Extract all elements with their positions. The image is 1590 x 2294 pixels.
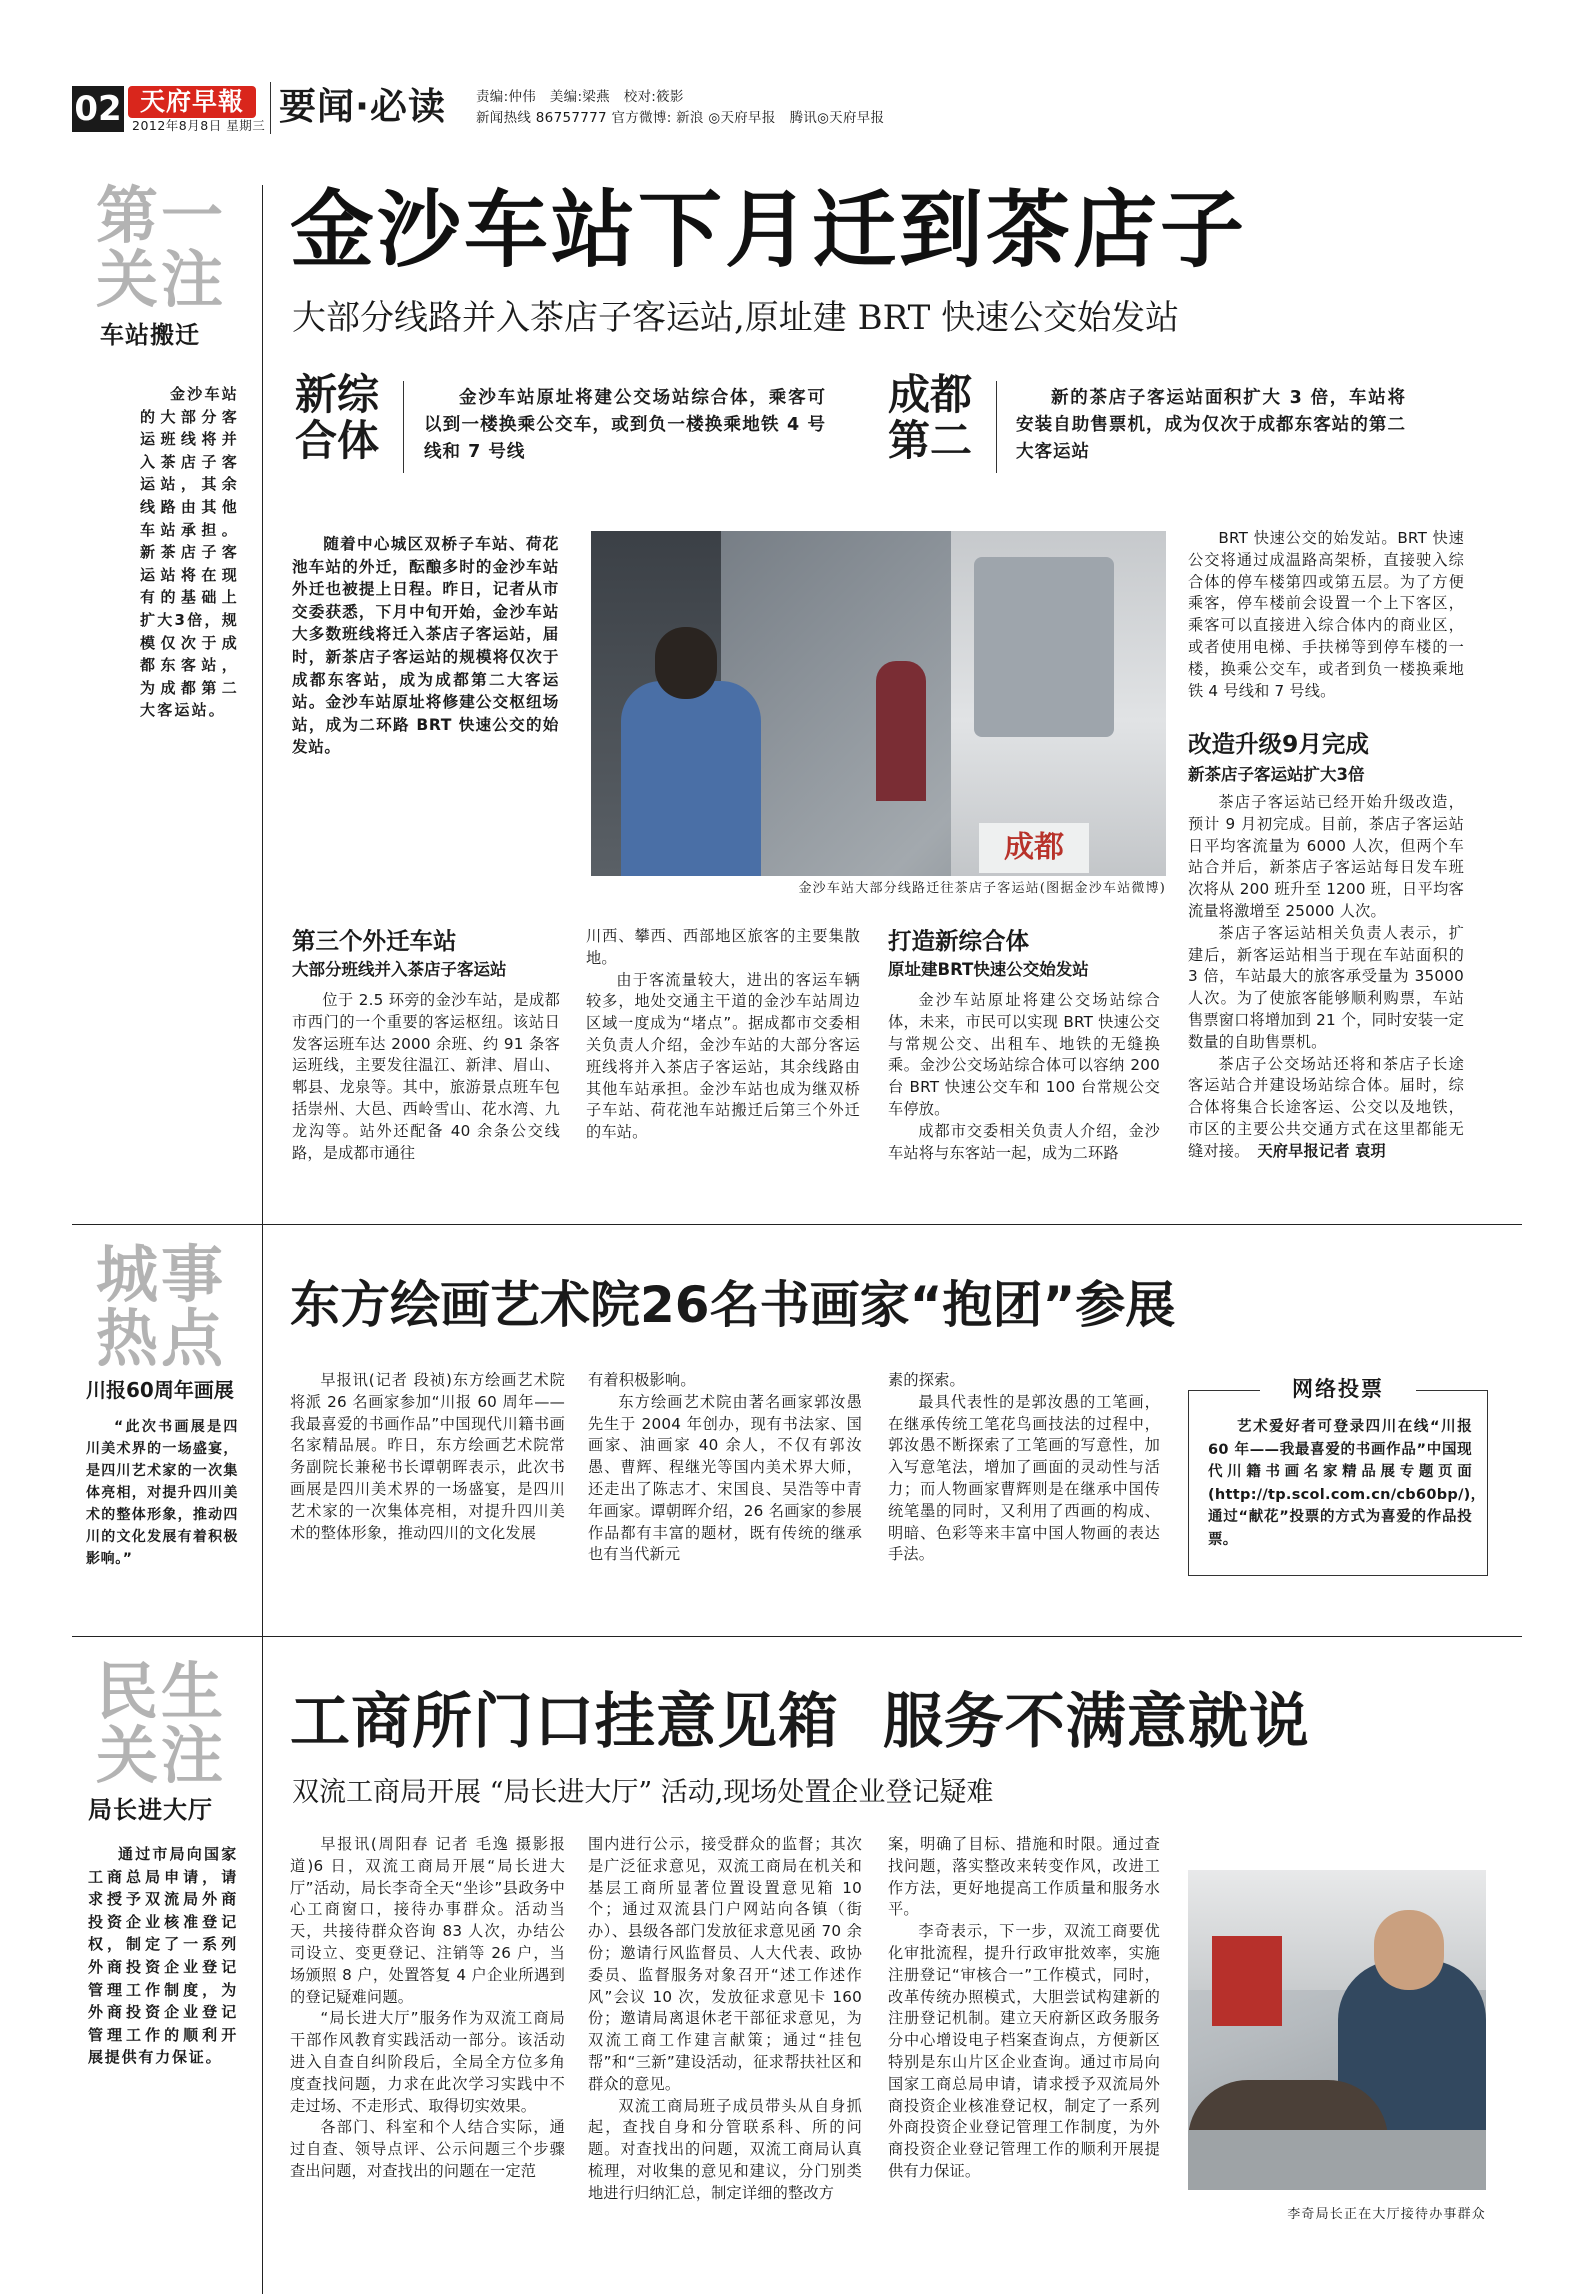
s2-c3-p0: 素的探索。	[888, 1371, 965, 1389]
weibo-icon: ◎	[708, 110, 721, 126]
section3-label-line1: 民生	[96, 1655, 227, 1728]
s2-c2-p1: 东方绘画艺术院由著名画家郭汝愚先生于 2004 年创办，现有书法家、国画家、油画家 40 余人，不仅有郭汝愚、曹辉、程继光等国内美术界大师，还走出了陈志才、宋国良、吴浩等中青年画家。谭朝晖介绍，26 名画家的参展作品都有丰富的题材，既有传统的继承也有当代新元	[588, 1392, 862, 1564]
box2-text	[1016, 385, 1406, 466]
section2-sidebar	[86, 1416, 238, 1570]
weibo-name-2: 天府早报	[829, 110, 885, 126]
box1-title	[295, 372, 379, 464]
box1-text-content: 金沙车站原址将建公交场站综合体，乘客可以到一楼换乘公交车，或到负一楼换乘地铁 4 号线和 7 号线	[424, 388, 826, 462]
photo-attendant	[876, 661, 926, 801]
right-subhead: 新茶店子客运站扩大3倍	[1188, 765, 1365, 784]
subheadline-3: 双流工商局开展 “局长进大厅” 活动,现场处置企业登记疑难	[292, 1777, 994, 1808]
s3-c3-p0: 案，明确了目标、措施和时限。通过查找问题，落实整改来转变作风，改进工作方法，更好地提高工作质量和服务水平。	[888, 1835, 1160, 1919]
hotline-text: 新闻热线 86757777 官方微博: 新浪	[476, 110, 704, 126]
s3-c1-p2: “局长进大厅”服务作为双流工商局干部作风教育实践活动一部分。该活动进入自查自纠阶段后，全局全方位多角度查找问题，力求在此次学习实践中不走过场、不走形式、取得切实效果。	[290, 2009, 565, 2115]
c1-head: 第三个外迁车站	[292, 927, 457, 955]
c1-paragraph: 位于 2.5 环旁的金沙车站，是成都市西门的一个重要的客运枢纽。该站日发客运班车达 2000 余班、约 91 条客运班线，主要发往温江、新津、眉山、郫县、龙泉等。其中，旅游景点班车包括崇州、大邑、西岭雪山、花水湾、九龙沟等。站外还配备 40 余条公交线路，是成都市通往	[292, 991, 560, 1162]
weibo-icon: ◎	[817, 110, 830, 126]
section-divider-1	[72, 1224, 1522, 1225]
section3-sidebar	[88, 1843, 238, 2069]
box1-title-line2: 合体	[295, 416, 380, 465]
section3-tag: 局长进大厅	[88, 1796, 213, 1824]
issue-date: 2012年8月8日 星期三	[132, 118, 266, 133]
headline-2: 东方绘画艺术院26名书画家“抱团”参展	[290, 1276, 1176, 1334]
vote-text	[1208, 1416, 1486, 1551]
s3-c2-p1: 双流工商局班子成员带头从自身抓起，查找自身和分管联系科、所的问题。对查找出的问题，双流工商局认真梳理，对收集的意见和建议，分门别类地进行归纳汇总，制定详细的整改方	[588, 2096, 862, 2202]
right-paragraph-3: 茶店子客运站相关负责人表示，扩建后，新客运站相当于现在车站面积的 3 倍，车站最大的旅客承受量为 35000 人次。为了使旅客能够顺利购票，车站售票窗口将增加到 21 个，同时安装一定数量的自助售票机。	[1188, 923, 1464, 1051]
section2-tag: 川报60周年画展	[86, 1378, 234, 1402]
right-column-1-text: BRT 快速公交的始发站。BRT 快速公交将通过成温路高架桥，直接驶入综合体的停车楼第四或第五层。为了方便乘客，停车楼前会设置一个上下客区，乘客可以直接进入综合体内的商业区，或者使用电梯、手扶梯等到停车楼的一楼，换乘公交车，或者到负一楼换乘地铁 4 号线和 7 号线。	[1188, 529, 1464, 700]
section2-sidebar-text: “此次书画展是四川美术界的一场盛宴，是四川艺术家的一次集体亮相，对提升四川美术的整体形象，推动四川的文化发展有着积极影响。”	[86, 1419, 238, 1567]
section1-tag: 车站搬迁	[100, 321, 200, 349]
box2-divider	[996, 381, 997, 473]
right-column-2	[1188, 792, 1464, 1163]
section2-label-line2: 热点	[96, 1302, 227, 1375]
bus-station-photo	[591, 531, 1166, 876]
box2-title	[888, 372, 972, 464]
section1-label	[96, 179, 246, 316]
photo-counter	[1188, 2130, 1486, 2190]
photo1-caption: 金沙车站大部分线路迁往茶店子客运站(图据金沙车站微博)	[798, 881, 1166, 896]
weibo-name-1: 天府早报	[720, 110, 776, 126]
right-paragraph-4-text: 茶店子公交场站还将和茶店子长途客运站合并建设场站综合体。届时，综合体将集合长途客运、公交以及地铁，市区的主要公共交通方式在这里都能无缝对接。	[1188, 1054, 1464, 1160]
left-rule	[262, 185, 263, 2294]
s3-c2-p0: 围内进行公示，接受群众的监督；其次是广泛征求意见，双流工商局在机关和基层工商所显著位置设置意见箱 10 个；通过双流县门户网站向各镇（街办）、县级各部门发放征求意见函 70 余份；邀请行风监督员、人大代表、政协委员、监督服务对象召开“述工作述作风”会议 10 次，发放征求意见卡 160 份；邀请局离退休老干部征求意见，为双流工商工作建言献策；通过“挂包帮”和“三新”建设活动，征求帮扶社区和群众的意见。	[588, 1835, 862, 2093]
vote-text-content: 艺术爱好者可登录四川在线“川报 60 年——我最喜爱的书画作品”中国现代川籍书画名家精品展专题页面(http://tp.scol.com.cn/cb60bp/)，通过“献花”投票的方式为喜爱的作品投票。	[1208, 1419, 1486, 1548]
photo-sign-text: 成都	[1004, 830, 1064, 865]
box2-text-content: 新的茶店子客运站面积扩大 3 倍，车站将安装自助售票机，成为仅次于成都东客站的第二大客运站	[1016, 388, 1406, 462]
subheadline-1: 大部分线路并入茶店子客运站,原址建 BRT 快速公交始发站	[292, 298, 1180, 338]
c1-subhead: 大部分班线并入茶店子客运站	[292, 960, 507, 979]
byline: 天府早报记者 袁玥	[1257, 1141, 1386, 1160]
s3-c1-p3: 各部门、科室和个人结合实际，通过自查、领导点评、公示问题三个步骤查出问题，对查找出的问题在一定范	[290, 2118, 565, 2180]
s3-c2	[588, 1834, 862, 2205]
section1-sidebar	[140, 383, 239, 722]
right-column-1	[1188, 528, 1464, 702]
headline-1: 金沙车站下月迁到茶店子	[290, 181, 1248, 279]
logo-text: 天府早報	[139, 87, 244, 116]
section-divider-2	[72, 1636, 1522, 1637]
c3-subhead: 原址建BRT快速公交始发站	[888, 960, 1089, 979]
c3-paragraph-1: 金沙车站原址将建公交场站综合体，未来，市民可以实现 BRT 快速公交与常规公交、出租车、地铁的无缝换乘。金沙公交场站综合体可以容纳 200 台 BRT 快速公交车和 100 台常规公交车停放。	[888, 991, 1160, 1118]
lead-text: 随着中心城区双桥子车站、荷花池车站的外迁，酝酿多时的金沙车站外迁也被提上日程。昨日，记者从市交委获悉，下月中旬开始，金沙车站大多数班线将迁入茶店子客运站，届时，新茶店子客运站的规模将仅次于成都东客站，成为成都第二大客运站。金沙车站原址将修建公交枢纽场站，成为二环路 BRT 快速公交的始发站。	[292, 535, 559, 757]
c3-head: 打造新综合体	[888, 927, 1029, 955]
c2-paragraph-0: 川西、攀西、西部地区旅客的主要集散地。	[586, 927, 860, 967]
photo-official-head	[1374, 1910, 1444, 1990]
box1-divider	[403, 381, 404, 473]
page-number: 02	[72, 86, 124, 132]
section-title: 要闻·必读	[279, 85, 447, 128]
photo3-caption: 李奇局长正在大厅接待办事群众	[1287, 2207, 1486, 2222]
s2-c2	[588, 1370, 862, 1566]
c3-body	[888, 990, 1160, 1164]
office-hall-photo	[1188, 1870, 1486, 2190]
right-paragraph-4	[1188, 1054, 1464, 1163]
hotline	[476, 109, 884, 128]
tencent-label: 腾讯	[789, 110, 818, 126]
c3-paragraph-2: 成都市交委相关负责人介绍，金沙车站将与东客站一起，成为二环路	[888, 1121, 1160, 1162]
photo-bus-window	[974, 557, 1114, 737]
s3-c3	[888, 1834, 1160, 2183]
section2-label-line1: 城事	[96, 1238, 227, 1311]
right-paragraph-2: 茶店子客运站已经开始升级改造，预计 9 月初完成。目前，茶店子客运站日平均客流量为 6000 人次，但两个车站合并后，新茶店子客运站每日发车班次将从 200 班升至 1200 班，日平均客流量将激增至 25000 人次。	[1188, 793, 1464, 920]
editors: 责编:仲伟 美编:梁燕 校对:筱影	[476, 89, 684, 105]
section3-label	[96, 1655, 246, 1792]
photo-sign-box	[979, 823, 1089, 873]
section1-label-line1: 第一	[96, 179, 227, 252]
lead-paragraph	[292, 533, 559, 759]
s3-c3-p1: 李奇表示，下一步，双流工商要优化审批流程，提升行政审批效率，实施注册登记“审核合一”工作模式，同时，改革传统办照模式，大胆尝试构建新的注册登记机制。建立天府新区政务服务分中心增设电子档案查询点，方便新区特别是东山片区企业查询。通过市局向国家工商总局申请，请求授予双流局外商投资企业核准登记权，制定了一系列外商投资企业登记管理工作制度，为外商投资企业登记管理工作的顺利开展提供有力保证。	[888, 1922, 1160, 2180]
box1-text	[424, 385, 826, 466]
s2-c3	[888, 1370, 1160, 1566]
box1-title-line1: 新综	[295, 370, 380, 419]
s2-c2-p0: 有着积极影响。	[588, 1371, 696, 1389]
photo-red-panel	[1212, 1936, 1282, 2026]
c1-body	[292, 990, 560, 1164]
c2-paragraph-1: 由于客流量较大，进出的客运车辆较多，地处交通主干道的金沙车站周边区域一度成为“堵点”。据成都市交委相关负责人介绍，金沙车站的大部分客运班线将并入茶店子客运站，其余线路由其他车站承担。金沙车站也成为继双桥子车站、荷花池车站搬迁后第三个外迁的车站。	[586, 970, 860, 1142]
vote-title: 网络投票	[1260, 1374, 1416, 1404]
section1-sidebar-text: 金沙车站的大部分客运班线将并入茶店子客运站，其余线路由其他车站承担。新茶店子客运站将在现有的基础上扩大3倍，规模仅次于成都东客站，为成都第二大客运站。	[140, 385, 239, 720]
logo	[128, 86, 256, 118]
s2-c1-text: 早报讯(记者 段祯)东方绘画艺术院将派 26 名画家参加“川报 60 周年——我最喜爱的书画作品”中国现代川籍书画名家精品展。昨日，东方绘画艺术院常务副院长兼秘书长谭朝晖表示，此次书画展是四川美术界的一场盛宴，是四川艺术家的一次集体亮相，对提升四川美术的整体形象，推动四川的文化发展	[290, 1371, 565, 1542]
headline-3: 工商所门口挂意见箱 服务不满意就说	[290, 1687, 1310, 1757]
c2-body	[586, 926, 860, 1144]
s2-c1	[290, 1370, 565, 1544]
section3-label-line2: 关注	[96, 1719, 227, 1792]
s2-c3-p1: 最具代表性的是郭汝愚的工笔画，在继承传统工笔花鸟画技法的过程中，郭汝愚不断探索了工笔画的写意性，加入写意笔法，增加了画面的灵动性与活力；而人物画家曹辉则是在继承中国传统笔墨的同时，又利用了西画的构成、明暗、色彩等来丰富中国人物画的表达手法。	[888, 1392, 1160, 1564]
s3-c1	[290, 1834, 565, 2183]
section3-sidebar-text: 通过市局向国家工商总局申请，请求授予双流局外商投资企业核准登记权，制定了一系列外商投资企业登记管理工作制度，为外商投资企业登记管理工作的顺利开展提供有力保证。	[88, 1845, 238, 2067]
photo-passenger-head	[655, 627, 717, 699]
section1-label-line2: 关注	[96, 243, 227, 316]
right-head: 改造升级9月完成	[1188, 730, 1369, 758]
section2-label	[96, 1238, 246, 1375]
s3-c1-p1: 早报讯(周阳春 记者 毛逸 摄影报道)6 日，双流工商局开展“局长进大厅”活动，局长李奇全天“坐诊”县政务中心工商窗口，接待办事群众。活动当天，共接待群众咨询 83 人次，办结公司设立、变更登记、注销等 26 户，当场颁照 8 户，处置答复 4 户企业所遇到的登记疑难问题。	[290, 1835, 565, 2006]
photo-passenger	[621, 681, 761, 876]
masthead-divider	[270, 82, 271, 134]
box2-title-line1: 成都	[888, 370, 973, 419]
box2-title-line2: 第二	[888, 416, 973, 465]
